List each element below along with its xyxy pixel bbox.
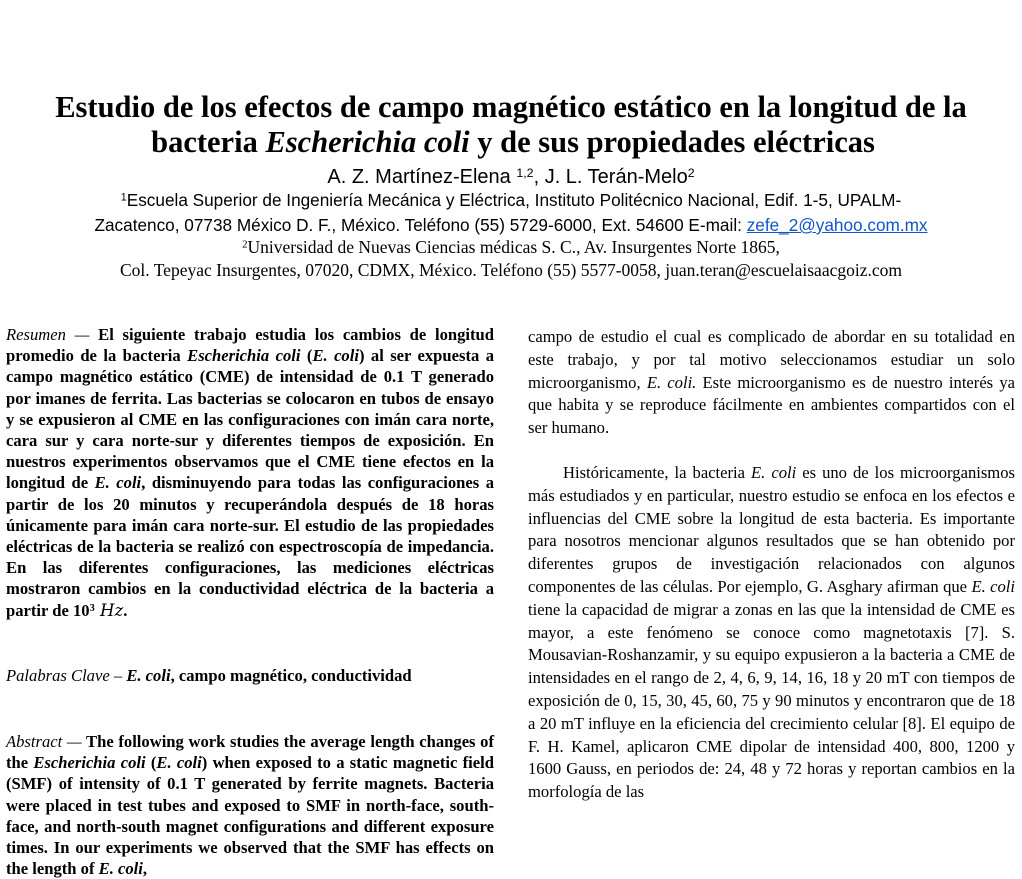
math-base: 10 [72, 600, 90, 620]
body-text: El siguiente trabajo estudia los cambios de longitud promedio de la bacteria [6, 325, 494, 366]
species-name: E. coli [94, 473, 142, 493]
math-unit: Hz [94, 600, 124, 620]
body-text: Este microorganismo es de nuestro interés ya que habita y se reproduce fácilmente en ambientes compartidos con el ser humano. [528, 372, 1016, 438]
affiliation-1-line-2 [0, 213, 1022, 238]
title-species: Escherichia coli [265, 125, 470, 159]
title-text: y de sus propiedades eléctricas [469, 125, 875, 159]
affiliation-1-line-1 [0, 188, 1022, 213]
body-text: tiene la capacidad de migrar a zonas en las que la intensidad de CME es mayor, a este fenómeno se conoce como magnetotaxis [7]. S. Mousavian-Roshanzamir, y su equipo expusieron a la bacteria a CME de intensidades en el rango de 2, 4, 6, 9, 14, 16, 18 y 20 mT con tiempos de exposición de 0, 15, 30, 45, 60, 75 y 90 minutos y encontraron que de 18 a 20 mT influye en la eficiencia del crecimiento celular [8]. El equipo de F. H. Kamel, aplicaron CME dipolar de intensidad 400, 800, 1200 y 1600 Gauss, en periodos de: 24, 48 y 72 horas y reportan cambios en la morfología de las [528, 599, 1015, 802]
title-line-1: Estudio de los efectos de campo magnético estático en la longitud de la [55, 90, 967, 124]
species-name: E. coli [156, 753, 202, 773]
affiliation-mark: 2 [242, 238, 248, 251]
affiliation-1 [0, 188, 1022, 238]
keywords-paragraph [6, 665, 494, 686]
affiliation-2-line-2: Col. Tepeyac Insurgentes, 07020, CDMX, México. Teléfono (55) 5577-0058, juan.teran@escuelaisaacgoiz.com [119, 260, 902, 280]
body-text: es uno de los microorganismos más estudiados y en particular, nuestro estudio se enfoca en los efectos e influencias del CME sobre la longitud de esta bacteria. Es importante para nosotros mencionar algunos resultados que se han obtenido por diferentes grupos de investigación relacionados con algunos componentes de las células. Por ejemplo, G. Asghary afirman que [528, 462, 1015, 596]
abstract-paragraph [6, 731, 494, 879]
body-text: . [123, 600, 128, 620]
title-text: bacteria [151, 125, 266, 159]
paper-title [0, 90, 1022, 160]
body-text: , disminuyendo para todas las configuraciones a partir de los 20 minutos y recuperándola después de 18 horas únicamente para imán cara norte-sur. El estudio de las propiedades eléctricas de la bacteria se realizó con espectroscopía de impedancia. En las diferentes configuraciones, las mediciones eléctricas mostraron cambios en la conductividad eléctrica de la bacteria a partir de [6, 473, 495, 620]
body-text: Históricamente, la bacteria [563, 462, 752, 482]
abstract-label: Abstract — [6, 732, 82, 752]
species-name: E. coli [751, 462, 797, 482]
body-text: campo de estudio el cual es complicado de abordar en su totalidad en este trabajo, y por tal motivo seleccionamos estudiar un solo microorganismo, [528, 327, 1015, 392]
body-paragraph-1 [528, 326, 1015, 440]
body-text: ( [145, 753, 157, 773]
affiliation-text: Universidad de Nuevas Ciencias médicas S. C., Av. Insurgentes Norte 1865, [247, 237, 780, 257]
affiliation-2 [0, 236, 1022, 282]
species-name: E. coli. [646, 372, 697, 392]
resumen-label: Resumen — [6, 325, 90, 344]
body-paragraph-2 [528, 462, 1015, 804]
affiliation-text: Zacatenco, 07738 México D. F., México. Teléfono (55) 5729-6000, Ext. 54600 E-mail: [94, 215, 747, 235]
body-text: ( [300, 346, 313, 366]
author-list [0, 165, 1022, 189]
keywords-label: Palabras Clave – [6, 665, 123, 685]
body-text: ) al ser expuesta a campo magnético estático (CME) de intensidad de 0.1 T generado por imanes de ferrita. Las bacterias se colocaron en tubos de ensayo y se expusieron al CME en las configuraciones con imán cara norte, cara sur y cara norte-sur y diferentes tiempos de exposición. En nuestros experimentos observamos que el CME tiene efectos en la longitud de [6, 346, 494, 493]
body-text: The following work studies the average length changes of the [6, 732, 495, 773]
body-text: , [142, 859, 148, 879]
species-name: E. coli [971, 576, 1015, 596]
body-text: ) when exposed to a static magnetic field (SMF) of intensity of 0.1 T generated by ferrite magnets. Bacteria were placed in test tubes and exposed to SMF in north-face, south-face, and north-south magnet configurations and different exposure times. In our experiments we observed that the SMF has effects on the length of [6, 753, 494, 879]
title-line-2 [0, 125, 1022, 160]
species-name: Escherichia coli [187, 346, 301, 366]
math-exponent: 3 [89, 602, 95, 614]
left-column [6, 324, 494, 879]
email-link[interactable]: zefe_2@yahoo.com.mx [746, 215, 928, 235]
author-1: A. Z. Martínez-Elena [327, 166, 517, 188]
species-name: E. coli [98, 859, 143, 879]
keywords-text: , campo magnético, conductividad [170, 665, 412, 685]
author-2-affiliation-mark: 2 [687, 165, 695, 180]
species-name: Escherichia coli [33, 753, 146, 773]
right-column [528, 326, 1015, 804]
resumen-paragraph [6, 324, 494, 621]
species-name: E. coli [126, 665, 171, 685]
affiliation-2-line-1 [0, 236, 1022, 259]
affiliation-mark: 1 [120, 191, 127, 204]
affiliation-text: Escuela Superior de Ingeniería Mecánica y Eléctrica, Instituto Politécnico Nacional, Edif. 1-5, UPALM- [126, 190, 902, 210]
author-1-affiliation-mark: 1,2 [516, 165, 534, 180]
author-2: , J. L. Terán-Melo [533, 166, 688, 188]
species-name: E. coli [312, 346, 359, 366]
